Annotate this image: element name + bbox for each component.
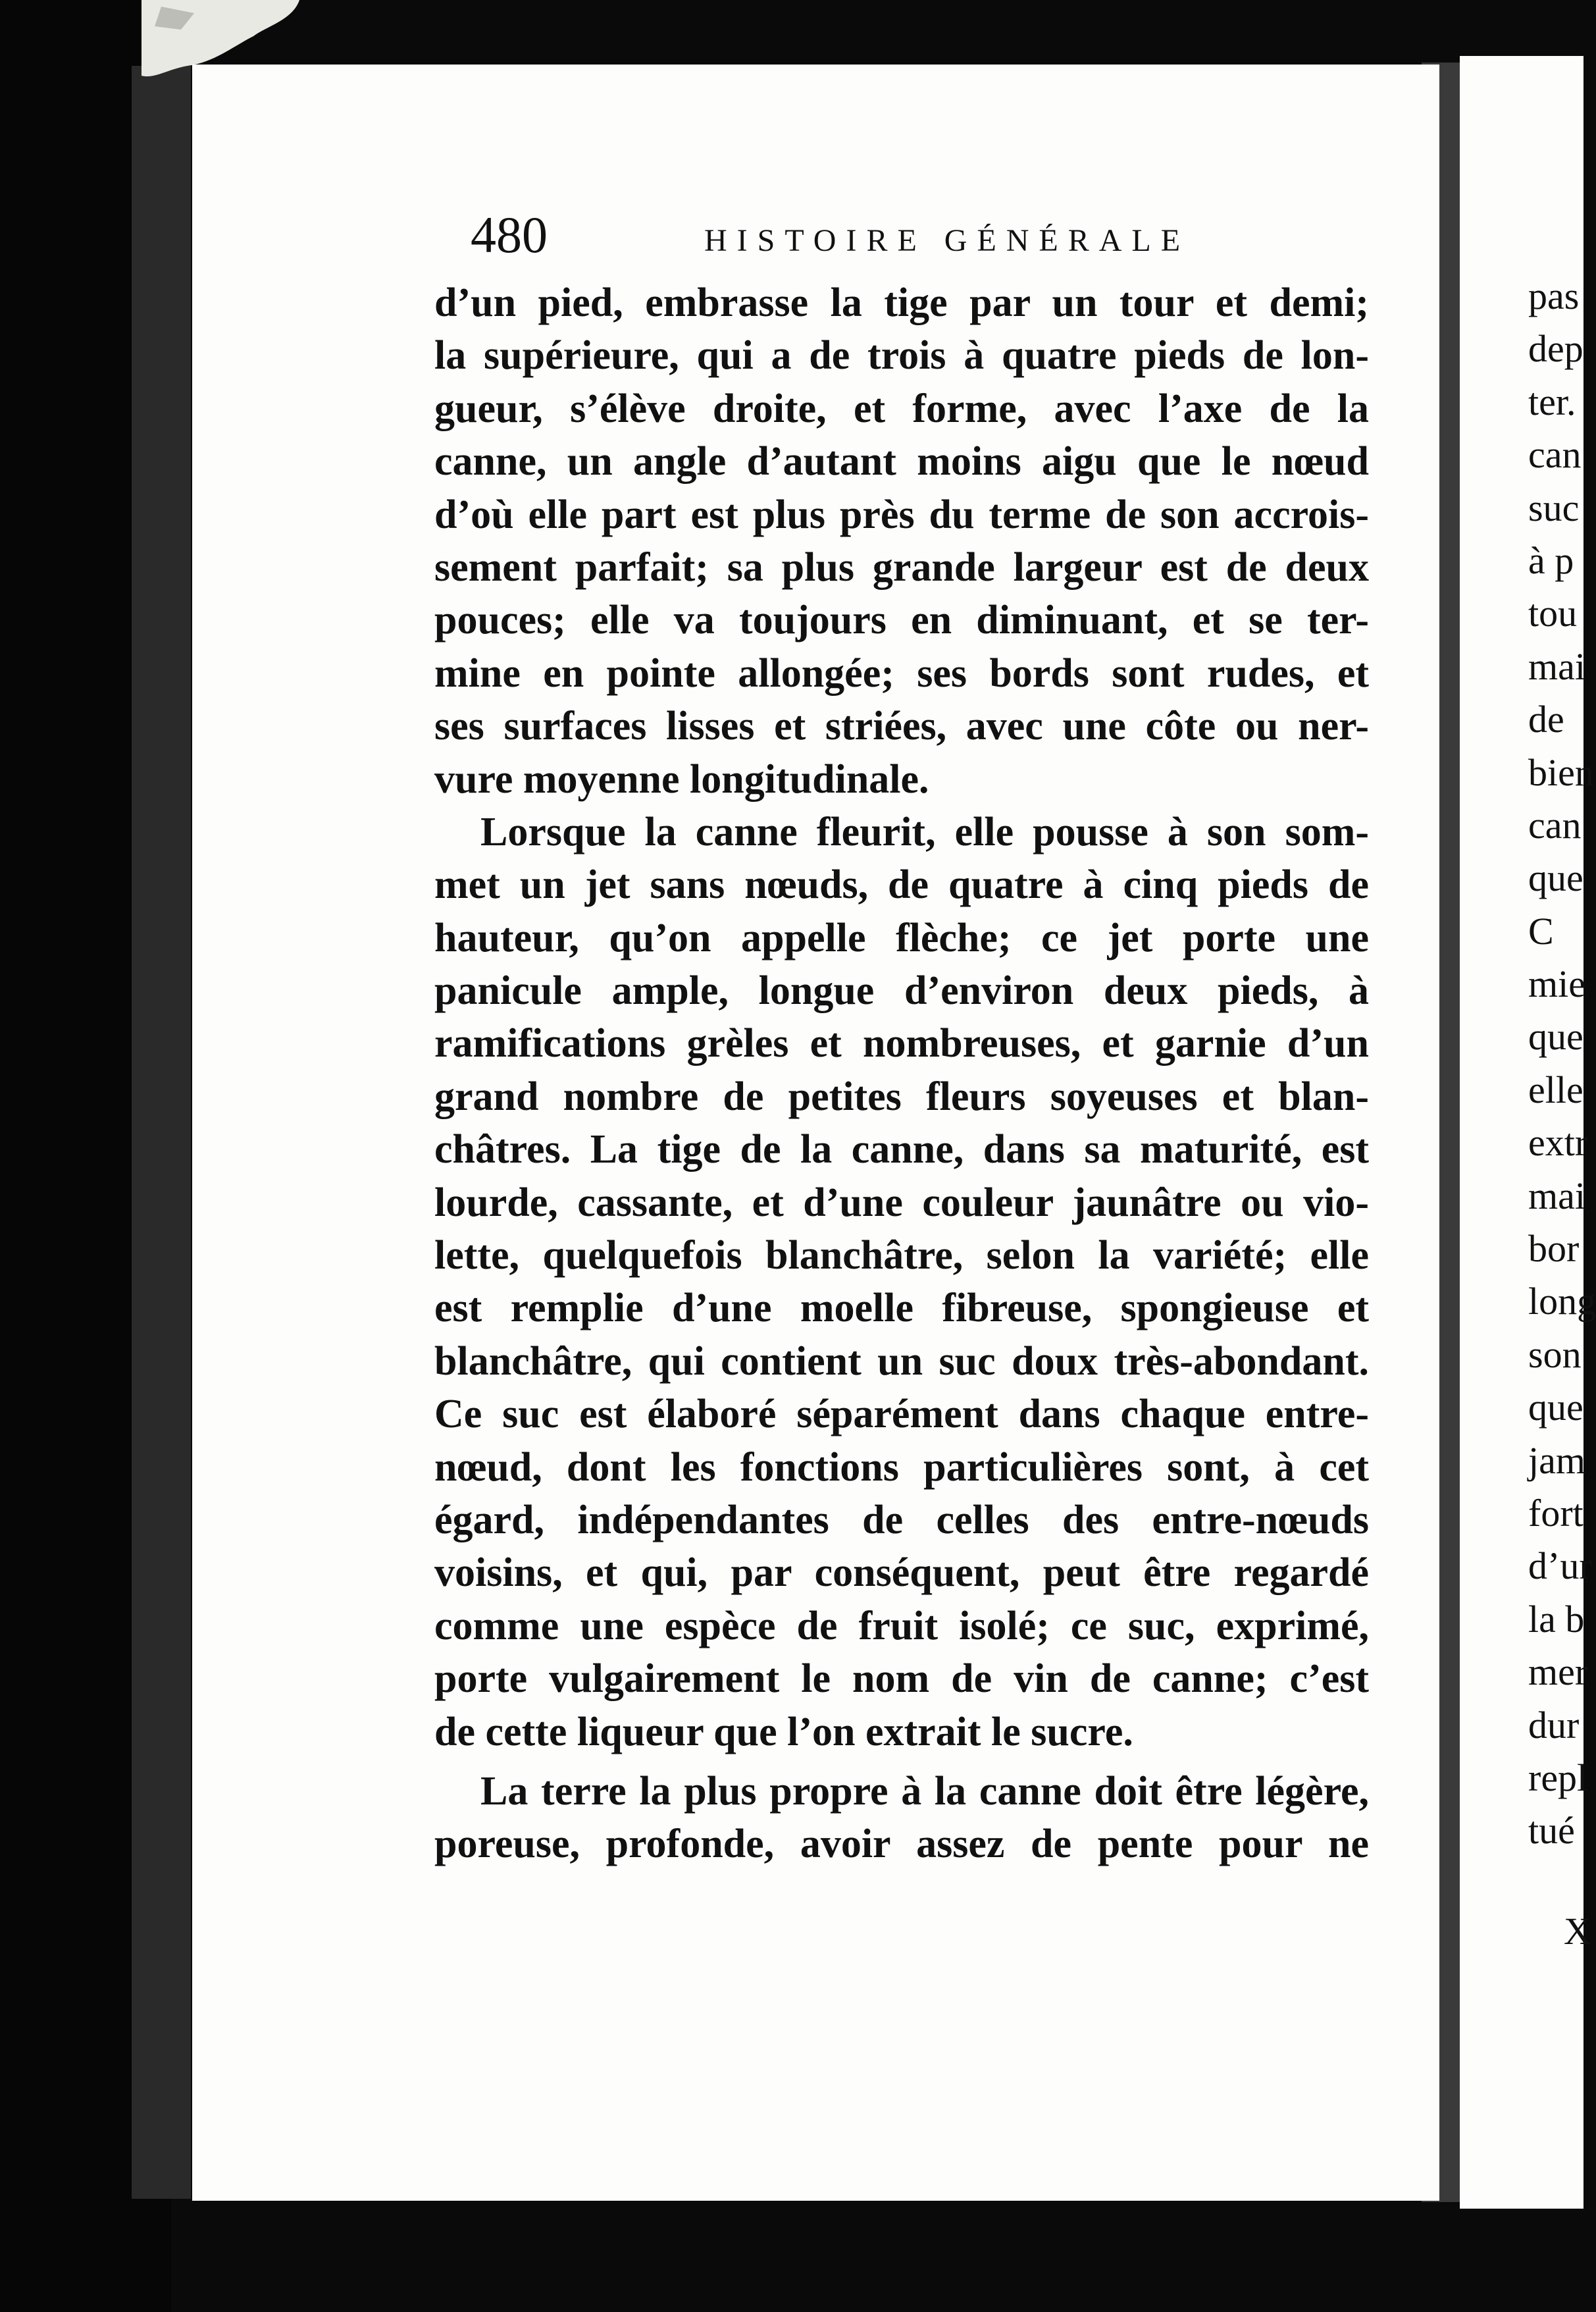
facing-line-fragment: mer [1528,1650,1588,1694]
text-line: est remplie d’une moelle fibreuse, spongieuse et [434,1286,1369,1331]
text-line: met un jet sans nœuds, de quatre à cinq pieds de [434,862,1369,908]
text-line: panicule ample, longue d’environ deux pieds, à [434,968,1369,1014]
facing-line-fragment: son [1528,1332,1582,1376]
text-line: d’un pied, embrasse la tige par un tour et demi; [434,280,1369,325]
body-text [434,276,1369,1871]
text-line: ramifications grèles et nombreuses, et garnie d’un [434,1021,1369,1066]
paragraph [434,276,1369,806]
text-line: vure moyenne longitudinale. [434,756,929,802]
text-line: grand nombre de petites fleurs soyeuses et blan- [434,1074,1369,1119]
text-line: Ce suc est élaboré séparément dans chaque entre- [434,1392,1369,1437]
facing-line-fragment: que [1528,856,1583,900]
text-line: nœud, dont les fonctions particulières sont, à cet [434,1444,1369,1490]
facing-line-fragment: à p [1528,539,1574,582]
facing-line-fragment: bien [1528,750,1594,794]
text-line: comme une espèce de fruit isolé; ce suc, exprimé, [434,1603,1369,1648]
facing-line-fragment: C [1528,909,1554,953]
text-line: ses surfaces lisses et striées, avec une côte ou ner- [434,704,1369,749]
text-line: lette, quelquefois blanchâtre, selon la variété; elle [434,1233,1369,1278]
facing-line-fragment: la b [1528,1597,1585,1641]
facing-line-fragment: mie [1528,962,1585,1006]
text-line: porte vulgairement le nom de vin de canne; c’est [434,1656,1369,1702]
text-line: voisins, et qui, par conséquent, peut être regardé [434,1550,1369,1596]
text-line: La terre la plus propre à la canne doit être légère, [480,1768,1369,1814]
facing-line-fragment: suc [1528,486,1580,529]
text-line: gueur, s’élève droite, et forme, avec l’axe de la [434,386,1369,431]
paragraph [434,1765,1369,1871]
text-line: la supérieure, qui a de trois à quatre pieds de lon- [434,333,1369,379]
facing-line-fragment: long [1528,1280,1596,1323]
text-line: châtres. La tige de la canne, dans sa maturité, est [434,1127,1369,1172]
text-line: blanchâtre, qui contient un suc doux très-abondant. [434,1338,1369,1384]
facing-line-fragment: ter. [1528,380,1576,423]
text-line: poreuse, profonde, avoir assez de pente pour ne [434,1822,1369,1867]
facing-line-fragment: dur [1528,1703,1580,1747]
facing-line-fragment: fort [1528,1491,1583,1535]
running-head: HISTOIRE GÉNÉRALE [704,223,1191,258]
facing-line-fragment: que [1528,1015,1583,1059]
text-line: égard, indépendantes de celles des entre-nœuds [434,1497,1369,1542]
text-line: lourde, cassante, et d’une couleur jaunâtre ou vio- [434,1180,1369,1225]
facing-line-fragment: tué [1528,1809,1575,1852]
facing-line-fragment: can [1528,803,1582,847]
facing-line-fragment: que [1528,1386,1583,1429]
binding-shadow [132,66,191,2199]
facing-line-fragment: d’ur [1528,1544,1592,1588]
text-line: de cette liqueur que l’on extrait le sucre. [434,1709,1133,1754]
facing-page-text [1528,270,1596,1858]
facing-line-fragment: elle [1528,1068,1583,1111]
facing-line-fragment: jam [1528,1438,1585,1482]
text-line: hauteur, qu’on appelle flèche; ce jet porte une [434,915,1369,960]
text-line: pouces; elle va toujours en diminuant, et se ter- [434,598,1369,643]
facing-line-fragment: extr [1528,1121,1588,1165]
facing-line-fragment: mai [1528,644,1585,688]
text-line: sement parfait; sa plus grande largeur est de deux [434,544,1369,590]
facing-line-fragment: pas [1528,275,1580,317]
paragraph [434,806,1369,1758]
facing-line-fragment: can [1528,433,1582,477]
facing-line-fragment: bor [1528,1227,1580,1271]
text-line: d’où elle part est plus près du terme de son accrois- [434,492,1369,537]
facing-line-fragment: dep [1528,327,1583,371]
text-line: canne, un angle d’autant moins aigu que le nœud [434,439,1369,485]
facing-page-signature: X [1564,1910,1591,1953]
facing-line-fragment: mai [1528,1174,1585,1217]
facing-line-fragment: repl [1528,1756,1588,1799]
text-line: mine en pointe allongée; ses bords sont rudes, et [434,650,1369,696]
text-line: Lorsque la canne fleurit, elle pousse à son som- [480,809,1369,854]
facing-line-fragment: de [1528,698,1564,741]
page-number: 480 [471,206,548,263]
facing-line-fragment: tou [1528,592,1578,635]
